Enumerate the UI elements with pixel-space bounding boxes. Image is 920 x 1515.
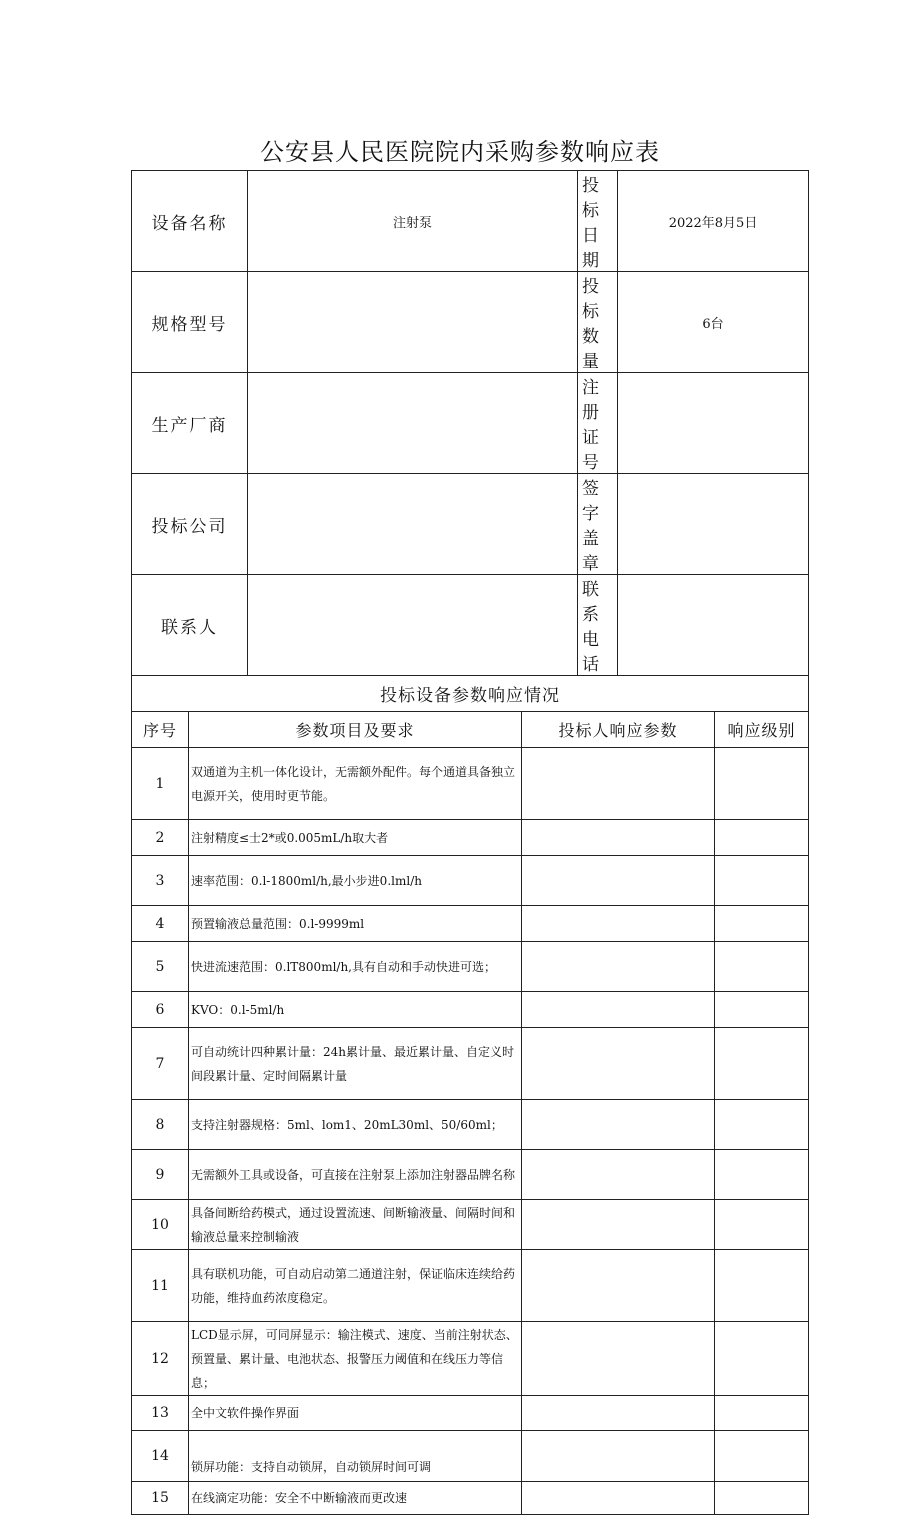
row-requirement: 可自动统计四种累计量：24h累计量、最近累计量、自定义时间段累计量、定时间隔累计量	[189, 1028, 522, 1100]
row-no: 14	[132, 1431, 189, 1482]
row-response-cell[interactable]	[522, 1396, 715, 1431]
col-header-level: 响应级别	[715, 712, 809, 748]
bid-qty-label: 投标数量	[578, 272, 618, 373]
row-response-cell[interactable]	[522, 820, 715, 856]
row-response-cell[interactable]	[522, 1322, 715, 1396]
row-response-cell[interactable]	[522, 748, 715, 820]
row-no: 1	[132, 748, 189, 820]
row-response-cell[interactable]	[522, 906, 715, 942]
col-header-no: 序号	[132, 712, 189, 748]
info-row-spec	[132, 272, 809, 373]
table-row	[132, 1431, 809, 1482]
table-row	[132, 748, 809, 820]
table-row	[132, 1396, 809, 1431]
row-level-cell[interactable]	[715, 1482, 809, 1515]
info-row-contact	[132, 575, 809, 676]
row-requirement: 预置输液总量范围：0.l-9999ml	[189, 906, 522, 942]
row-response-cell[interactable]	[522, 1150, 715, 1200]
row-no: 12	[132, 1322, 189, 1396]
row-level-cell[interactable]	[715, 856, 809, 906]
column-header-row	[132, 712, 809, 748]
row-response-cell[interactable]	[522, 942, 715, 992]
bid-company-value[interactable]	[248, 474, 578, 575]
table-row	[132, 1150, 809, 1200]
section-row	[132, 676, 809, 712]
row-requirement: 速率范围：0.l-1800ml/h,最小步进0.lml/h	[189, 856, 522, 906]
row-requirement: 注射精度≤士2*或0.005mL/h取大者	[189, 820, 522, 856]
row-no: 5	[132, 942, 189, 992]
table-row	[132, 992, 809, 1028]
manufacturer-value[interactable]	[248, 373, 578, 474]
row-level-cell[interactable]	[715, 1150, 809, 1200]
row-no: 10	[132, 1200, 189, 1250]
row-level-cell[interactable]	[715, 942, 809, 992]
table-row	[132, 1322, 809, 1396]
row-level-cell[interactable]	[715, 906, 809, 942]
row-requirement: 具有联机功能，可自动启动第二通道注射，保证临床连续给药功能，维持血药浓度稳定。	[189, 1250, 522, 1322]
reg-no-label: 注册证号	[578, 373, 618, 474]
row-requirement: 在线滴定功能：安全不中断输液而更改速	[189, 1482, 522, 1515]
row-requirement: LCD显示屏，可同屏显示：输注模式、速度、当前注射状态、预置量、累计量、电池状态、报警压力阈值和在线压力等信息；	[189, 1322, 522, 1396]
row-no: 7	[132, 1028, 189, 1100]
procurement-response-table	[131, 170, 809, 1515]
row-response-cell[interactable]	[522, 1482, 715, 1515]
row-level-cell[interactable]	[715, 1100, 809, 1150]
manufacturer-label: 生产厂商	[132, 373, 248, 474]
row-no: 11	[132, 1250, 189, 1322]
row-requirement: 支持注射器规格：5ml、lom1、20mL30ml、50/60ml；	[189, 1100, 522, 1150]
table-row	[132, 856, 809, 906]
row-no: 3	[132, 856, 189, 906]
row-no: 9	[132, 1150, 189, 1200]
info-row-device	[132, 171, 809, 272]
contact-label: 联系人	[132, 575, 248, 676]
row-requirement: 全中文软件操作界面	[189, 1396, 522, 1431]
device-name-value[interactable]: 注射泵	[248, 171, 578, 272]
col-header-response: 投标人响应参数	[522, 712, 715, 748]
spec-label: 规格型号	[132, 272, 248, 373]
row-level-cell[interactable]	[715, 992, 809, 1028]
row-requirement: KVO：0.l-5ml/h	[189, 992, 522, 1028]
table-row	[132, 906, 809, 942]
row-level-cell[interactable]	[715, 1028, 809, 1100]
phone-value[interactable]	[618, 575, 809, 676]
row-requirement: 具备间断给药模式，通过设置流速、间断输液量、间隔时间和输液总量来控制输液	[189, 1200, 522, 1250]
bid-qty-value[interactable]: 6台	[618, 272, 809, 373]
row-level-cell[interactable]	[715, 1200, 809, 1250]
row-no: 6	[132, 992, 189, 1028]
bid-date-value[interactable]: 2022年8月5日	[618, 171, 809, 272]
table-row	[132, 942, 809, 992]
row-level-cell[interactable]	[715, 1431, 809, 1482]
bid-company-label: 投标公司	[132, 474, 248, 575]
row-response-cell[interactable]	[522, 1431, 715, 1482]
row-level-cell[interactable]	[715, 1396, 809, 1431]
row-requirement: 快进流速范围：0.lT800ml/h,具有自动和手动快进可选；	[189, 942, 522, 992]
section-title: 投标设备参数响应情况	[132, 676, 809, 712]
row-response-cell[interactable]	[522, 1028, 715, 1100]
row-no: 2	[132, 820, 189, 856]
row-level-cell[interactable]	[715, 1250, 809, 1322]
row-no: 13	[132, 1396, 189, 1431]
phone-label: 联系电话	[578, 575, 618, 676]
table-row	[132, 1250, 809, 1322]
spec-value[interactable]	[248, 272, 578, 373]
table-row	[132, 1028, 809, 1100]
row-requirement: 双通道为主机一体化设计，无需额外配件。每个通道具备独立电源开关，使用时更节能。	[189, 748, 522, 820]
bid-date-label: 投标日期	[578, 171, 618, 272]
row-response-cell[interactable]	[522, 1100, 715, 1150]
row-response-cell[interactable]	[522, 1250, 715, 1322]
signature-value[interactable]	[618, 474, 809, 575]
row-level-cell[interactable]	[715, 1322, 809, 1396]
col-header-requirement: 参数项目及要求	[189, 712, 522, 748]
row-level-cell[interactable]	[715, 820, 809, 856]
table-row	[132, 1200, 809, 1250]
table-row	[132, 1100, 809, 1150]
reg-no-value[interactable]	[618, 373, 809, 474]
row-response-cell[interactable]	[522, 992, 715, 1028]
table-row	[132, 820, 809, 856]
row-no: 15	[132, 1482, 189, 1515]
row-requirement: 锁屏功能：支持自动锁屏，自动锁屏时间可调	[189, 1431, 522, 1482]
row-level-cell[interactable]	[715, 748, 809, 820]
device-name-label: 设备名称	[132, 171, 248, 272]
row-no: 4	[132, 906, 189, 942]
table-row	[132, 1482, 809, 1515]
contact-value[interactable]	[248, 575, 578, 676]
info-row-manufacturer	[132, 373, 809, 474]
row-requirement: 无需额外工具或设备，可直接在注射泵上添加注射器品牌名称	[189, 1150, 522, 1200]
info-row-company	[132, 474, 809, 575]
row-response-cell[interactable]	[522, 856, 715, 906]
row-response-cell[interactable]	[522, 1200, 715, 1250]
page-title: 公安县人民医院院内采购参数响应表	[260, 138, 660, 166]
signature-label: 签字盖章	[578, 474, 618, 575]
row-no: 8	[132, 1100, 189, 1150]
